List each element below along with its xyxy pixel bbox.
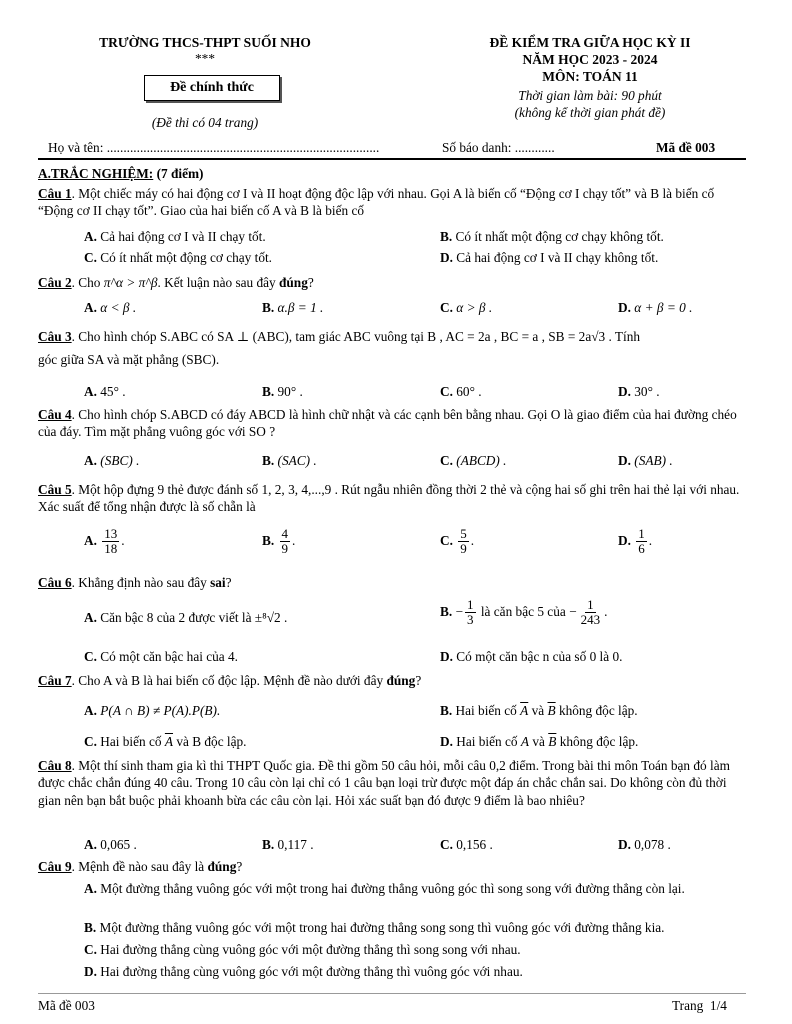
q6-option-b[interactable]: B. − $\frac{1}{3}$ là căn bậc 5 của − $\frac{1}{243}$ . — [440, 597, 608, 628]
official-badge: Đề chính thức — [144, 75, 280, 101]
footer-exam-code: Mã đề 003 — [38, 998, 95, 1013]
candidate-id-field: Số báo danh: ............ — [442, 140, 555, 155]
school-name: TRƯỜNG THCS-THPT SUỐI NHO — [99, 35, 311, 50]
q3-option-a[interactable]: A. 45° . — [84, 384, 126, 399]
q7-option-a[interactable]: A. P(A ∩ B) ≠ P(A).P(B). — [84, 703, 221, 718]
q2-option-b[interactable]: B. α.β = 1 . — [262, 300, 324, 315]
q4-option-d[interactable]: D. (SAB) . — [618, 453, 673, 468]
q6-option-a[interactable]: A. Căn bậc 8 của 2 được viết là ±⁸√2 . — [84, 610, 288, 625]
section-a-title: A.TRẮC NGHIỆM: (7 điểm) — [38, 166, 204, 181]
q8-option-d[interactable]: D. 0,078 . — [618, 837, 671, 852]
q7-option-d[interactable]: D. Hai biến cố A và $\overline{B}$ không độc lập. — [440, 734, 639, 749]
subject: MÔN: TOÁN 11 — [542, 69, 638, 84]
question-6: Câu 6. Khẳng định nào sau đây sai? — [38, 575, 232, 590]
q8-option-b[interactable]: B. 0,117 . — [262, 837, 314, 852]
q9-option-d[interactable]: D. Hai đường thẳng cùng vuông góc với một đường thẳng thì vuông góc với nhau. — [84, 964, 523, 979]
q9-option-a[interactable]: A. Một đường thẳng vuông góc với một trong hai đường thẳng vuông góc thì song song với đường thẳng còn lại. — [84, 881, 685, 896]
question-3-line2: góc giữa SA và mặt phẳng (SBC). — [38, 352, 220, 367]
q6-option-c[interactable]: C. Có một căn bậc hai của 4. — [84, 649, 238, 664]
school-year: NĂM HỌC 2023 - 2024 — [522, 52, 658, 67]
header-rule — [38, 158, 746, 160]
q1-option-d[interactable]: D. Cả hai động cơ I và II chạy không tốt. — [440, 250, 659, 265]
q6-option-d[interactable]: D. Có một căn bậc n của số 0 là 0. — [440, 649, 623, 664]
q5-option-d[interactable]: D. $\frac{1}{6}$ . — [618, 526, 653, 557]
name-field: Họ và tên: .................................................................................. — [48, 140, 380, 155]
question-7: Câu 7. Cho A và B là hai biến cố độc lập. Mệnh đề nào dưới đây đúng? — [38, 673, 422, 688]
question-9: Câu 9. Mệnh đề nào sau đây là đúng? — [38, 859, 243, 874]
q1-option-a[interactable]: A. Cả hai động cơ I và II chạy tốt. — [84, 229, 266, 244]
question-5: Câu 5. Một hộp đựng 9 thẻ được đánh số 1, 2, 3, 4,...,9 . Rút ngẫu nhiên đồng thời 2 thẻ và cộng hai số ghi trên hai thẻ lại với nhau. Xác suất để tổng nhận được là số chẵn là — [38, 482, 740, 515]
q2-option-d[interactable]: D. α + β = 0 . — [618, 300, 693, 315]
footer-page-number: Trang 1/4 — [672, 998, 727, 1013]
duration-note: (không kể thời gian phát đề) — [514, 105, 666, 120]
stars-divider: *** — [195, 51, 215, 66]
exam-code: Mã đề 003 — [656, 140, 716, 155]
q4-option-a[interactable]: A. (SBC) . — [84, 453, 140, 468]
q5-option-a[interactable]: A. $\frac{13}{18}$ . — [84, 526, 125, 557]
q5-option-c[interactable]: C. $\frac{5}{9}$ . — [440, 526, 475, 557]
q8-option-c[interactable]: C. 0,156 . — [440, 837, 493, 852]
q5-option-b[interactable]: B. $\frac{4}{9}$ . — [262, 526, 296, 557]
q3-option-b[interactable]: B. 90° . — [262, 384, 303, 399]
q4-option-b[interactable]: B. (SAC) . — [262, 453, 317, 468]
pages-note: (Đề thi có 04 trang) — [151, 115, 259, 130]
q2-option-a[interactable]: A. α < β . — [84, 300, 137, 315]
q7-option-c[interactable]: C. Hai biến cố $\overline{A}$ và B độc lập. — [84, 734, 247, 749]
q1-option-b[interactable]: B. Có ít nhất một động cơ chạy không tốt. — [440, 229, 664, 244]
q9-option-b[interactable]: B. Một đường thẳng vuông góc với một trong hai đường thẳng song song thì vuông góc với đường thẳng kia. — [84, 920, 665, 935]
question-8: Câu 8. Một thí sinh tham gia kì thi THPT Quốc gia. Đề thi gồm 50 câu hỏi, mỗi câu 0,2 điểm. Trong bài thi môn Toán bạn đó làm được chắc chắn đúng 40 câu. Trong 10 câu còn lại chỉ có 1 câu bạn loại trừ được một đáp án chắc chắn sai. Do không còn đủ thời gian nên bạn bắt buộc phải khoanh bừa các câu còn lại. Hỏi xác suất bạn đó được 9 điểm là bao nhiêu? — [38, 758, 730, 808]
q1-option-c[interactable]: C. Có ít nhất một động cơ chạy tốt. — [84, 250, 273, 265]
q2-option-c[interactable]: C. α > β . — [440, 300, 493, 315]
question-4: Câu 4. Cho hình chóp S.ABCD có đáy ABCD là hình chữ nhật và các cạnh bên bằng nhau. Gọi O là giao điểm của hai đường chéo của đáy. Tìm mặt phẳng vuông góc với SO ? — [38, 407, 737, 440]
q8-option-a[interactable]: A. 0,065 . — [84, 837, 137, 852]
exam-title: ĐỀ KIỂM TRA GIỮA HỌC KỲ II — [489, 35, 691, 50]
question-1: Câu 1. Một chiếc máy có hai động cơ I và II hoạt động độc lập với nhau. Gọi A là biến cố “Động cơ I chạy tốt” và B là biến cố “Động cơ II chạy tốt”. Giao của hai biến cố A và B là biến cố — [38, 186, 715, 219]
question-2: Câu 2. Cho π^α > π^β. Kết luận nào sau đây đúng? — [38, 275, 314, 290]
q4-option-c[interactable]: C. (ABCD) . — [440, 453, 507, 468]
question-3: Câu 3. Cho hình chóp S.ABC có SA ⊥ (ABC), tam giác ABC vuông tại B , AC = 2a , BC = a , SB = 2a√3 . Tính — [38, 329, 641, 344]
q3-option-d[interactable]: D. 30° . — [618, 384, 660, 399]
duration: Thời gian làm bài: 90 phút — [518, 88, 662, 103]
q3-option-c[interactable]: C. 60° . — [440, 384, 482, 399]
q7-option-b[interactable]: B. Hai biến cố $\overline{A}$ và $\overline{B}$ không độc lập. — [440, 703, 638, 718]
footer-rule — [38, 993, 746, 994]
q9-option-c[interactable]: C. Hai đường thẳng cùng vuông góc với một đường thẳng thì song song với nhau. — [84, 942, 521, 957]
